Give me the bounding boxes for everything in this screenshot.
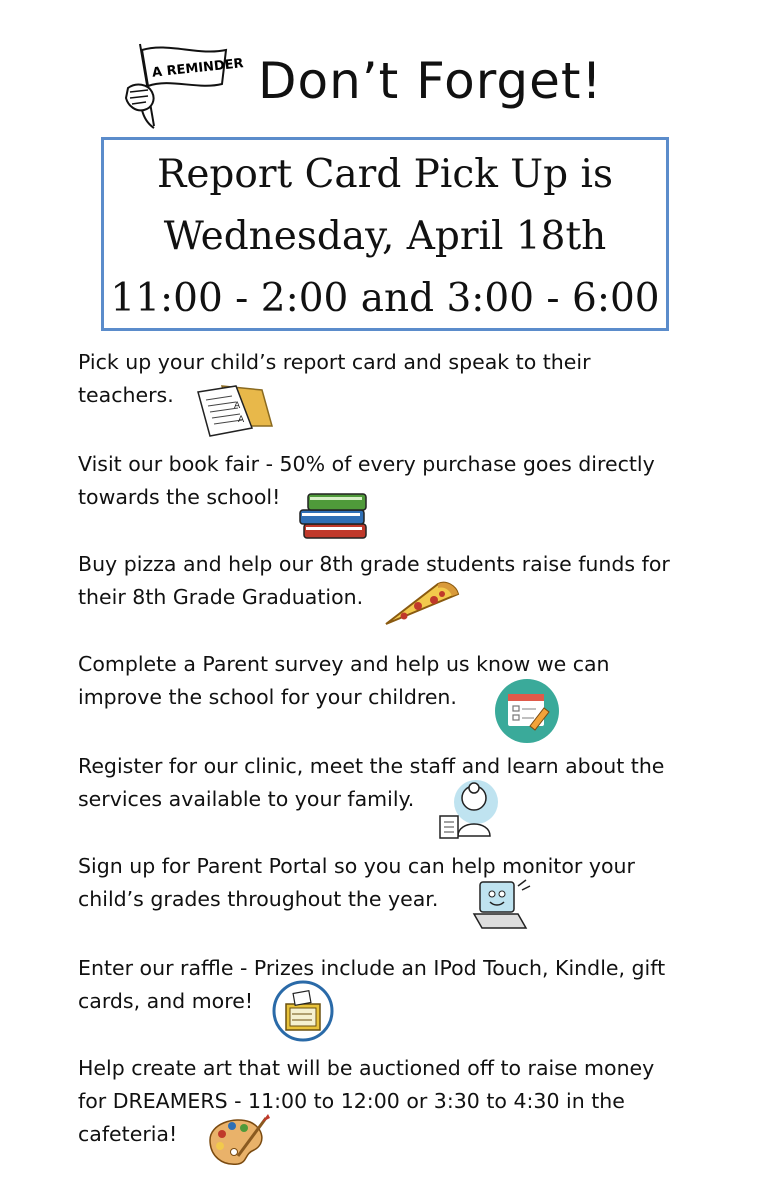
reminder-flag-icon [118, 36, 245, 132]
survey-icon [494, 678, 560, 744]
reminder-flag-text: A REMINDER [151, 56, 245, 81]
report-card-icon [192, 382, 274, 438]
list-item: Pick up your child’s report card and speak to their teachers. [78, 350, 591, 407]
headline: Don’t Forget! [258, 52, 603, 110]
books-icon [296, 484, 374, 542]
list-item: Enter our raffle - Prizes include an IPod Touch, Kindle, gift cards, and more! [78, 956, 666, 1013]
svg-text:A: A [234, 401, 241, 411]
list-item: Register for our clinic, meet the staff and learn about the services available to your family. [78, 754, 665, 811]
header [118, 36, 678, 136]
raffle-box-icon [272, 980, 334, 1042]
doctor-icon [432, 776, 504, 840]
list-item: Sign up for Parent Portal so you can help monitor your child’s grades throughout the year. [78, 854, 635, 911]
list-item: Buy pizza and help our 8th grade students raise funds for their 8th Grade Graduation. [78, 552, 670, 609]
laptop-icon [470, 876, 534, 936]
pickup-line-3: 11:00 - 2:00 and 3:00 - 6:00 [110, 276, 660, 321]
paint-palette-icon [204, 1112, 272, 1168]
list-item: Help create art that will be auctioned off to raise money for DREAMERS - 11:00 to 12:00 or 3:30 to 4:30 in the cafeteria! [78, 1056, 655, 1146]
pickup-line-1: Report Card Pick Up is [156, 152, 613, 197]
pickup-info-box [101, 137, 669, 331]
list-item: Visit our book fair - 50% of every purchase goes directly towards the school! [78, 452, 655, 509]
svg-text:A: A [238, 415, 245, 425]
list-item: Complete a Parent survey and help us know we can improve the school for your children. [78, 652, 610, 709]
pizza-icon [382, 578, 462, 628]
pickup-line-2: Wednesday, April 18th [163, 214, 607, 259]
